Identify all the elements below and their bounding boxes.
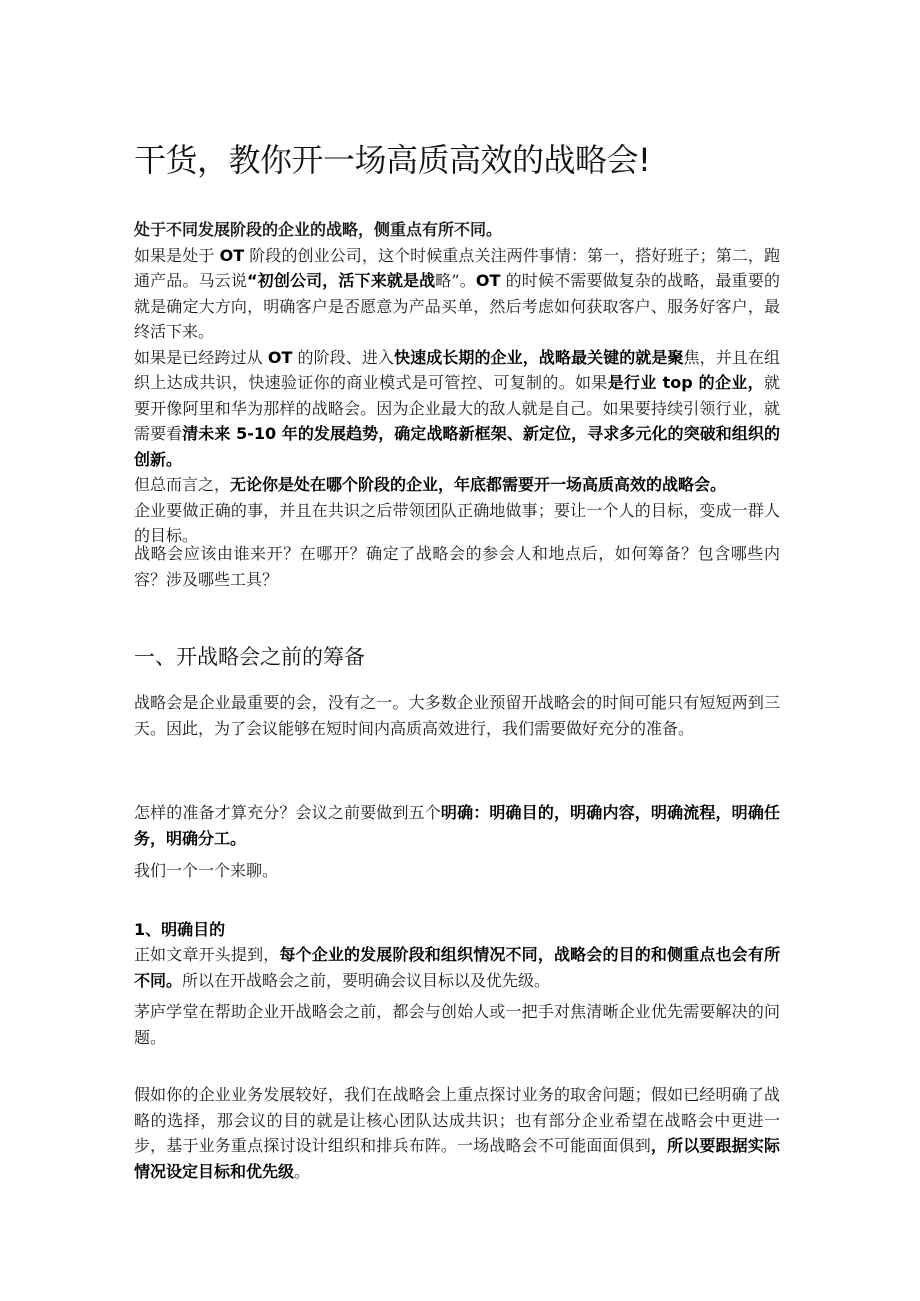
intro-paragraph-4: 战略会应该由谁来开？在哪开？确定了战略会的参会人和地点后，如何筹备？包含哪些内容？涉及哪些工具？	[134, 544, 780, 589]
section-1-paragraph-2: 怎样的准备才算充分？会议之前要做到五个明确：明确目的，明确内容，明确流程，明确任务，明确分工。	[134, 803, 780, 848]
section-1-heading: 一、开战略会之前的筹备	[134, 645, 365, 669]
section-1-paragraph-3: 我们一个一个来聊。	[134, 861, 279, 880]
subsection-1-paragraph-2: 茅庐学堂在帮助企业开战略会之前，都会与创始人或一把手对焦清晰企业优先需要解决的问题。	[134, 1002, 780, 1047]
subsection-1-paragraph-3: 假如你的企业业务发展较好，我们在战略会上重点探讨业务的取舍问题；假如已经明确了战略的选择，那会议的目的就是让核心团队达成共识；也有部分企业希望在战略会中更进一步，基于业务重点探讨设计组织和排兵布阵。一场战略会不可能面面俱到，所以要跟据实际情况设定目标和优先级。	[134, 1085, 780, 1181]
intro-paragraph-2: 如果是已经跨过从 OT 的阶段、进入快速成长期的企业，战略最关键的就是聚焦，并且在组织上达成共识，快速验证你的商业模式是可管控、可复制的。如果是行业 top 的企业，就要开像阿里和华为那样的战略会。因为企业最大的敌人就是自己。如果要持续引领行业，就需要看清未来 5-10 年的发展趋势，确定战略新框架、新定位，寻求多元化的突破和组织的创新。	[134, 347, 780, 469]
subsection-1-paragraph-1: 正如文章开头提到，每个企业的发展阶段和组织情况不同，战略会的目的和侧重点也会有所不同。所以在开战略会之前，要明确会议目标以及优先级。	[134, 945, 780, 990]
intro-paragraph-1: 如果是处于 OT 阶段的创业公司，这个时候重点关注两件事情：第一，搭好班子；第二，跑通产品。马云说“初创公司，活下来就是战略”。OT 的时候不需要做复杂的战略，最重要的就是确定大方向，明确客户是否愿意为产品买单，然后考虑如何获取客户、服务好客户，最终活下来。	[134, 245, 780, 341]
page-title: 干货，教你开一场高质高效的战略会!	[134, 141, 651, 179]
subsection-1-heading: 1、明确目的	[134, 920, 226, 939]
intro-section	[134, 217, 780, 549]
intro-paragraph-3: 但总而言之，无论你是处在哪个阶段的企业，年底都需要开一场高质高效的战略会。 企业要做正确的事，并且在共识之后带领团队正确地做事；要让一个人的目标，变成一群人的目标。	[134, 475, 780, 545]
intro-heading: 处于不同发展阶段的企业的战略，侧重点有所不同。	[134, 220, 503, 239]
section-1-paragraph-1: 战略会是企业最重要的会，没有之一。大多数企业预留开战略会的时间可能只有短短两到三天。因此，为了会议能够在短时间内高质高效进行，我们需要做好充分的准备。	[134, 693, 780, 738]
